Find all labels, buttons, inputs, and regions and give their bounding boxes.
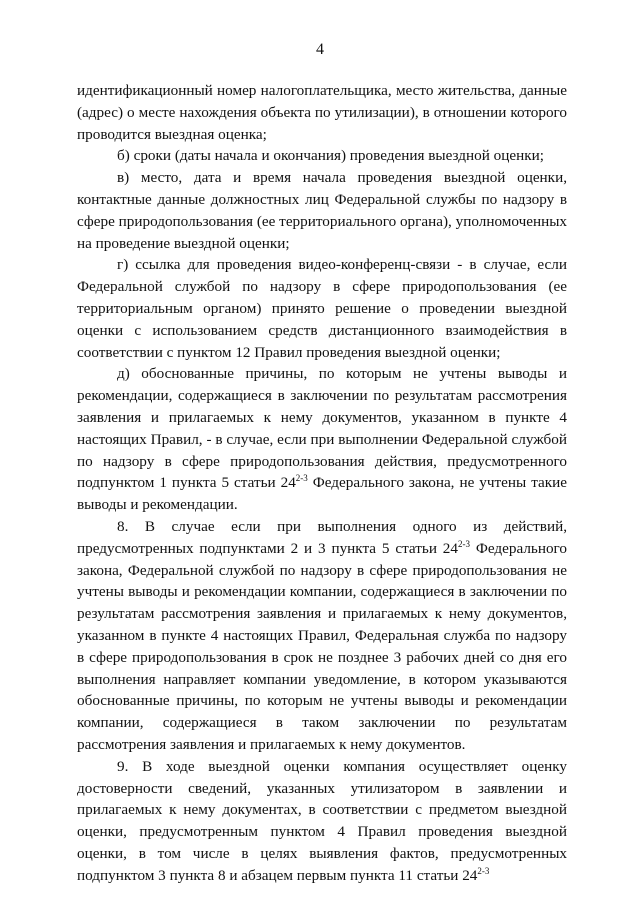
superscript: 2-3 xyxy=(477,865,490,876)
paragraph-section-9 xyxy=(77,756,567,887)
document-body xyxy=(77,80,567,886)
paragraph-text: идентификационный номер налогоплательщика, место жительства, данные (адрес) о месте нахождения объекта по утилизации), в отношении которого проводится выездная оценка; xyxy=(77,82,567,143)
paragraph-text: б) сроки (даты начала и окончания) проведения выездной оценки; xyxy=(117,147,544,165)
superscript: 2-3 xyxy=(458,538,470,549)
paragraph-text: г) ссылка для проведения видео-конференц-связи - в случае, если Федеральной службой по надзору в сфере природопользования (ее территориальным органом) принято решение о проведении выездной оценки с использованием средств дистанционного взаимодействия в соответствии с пунктом 12 Правил проведения выездной оценки; xyxy=(77,256,567,361)
paragraph-text: д) обоснованные причины, по которым не учтены выводы и рекомендации, содержащиеся в заключении по результатам рассмотрения заявления и прилагаемых к нему документов, указанном в пункте 4 настоящих Правил, - в случае, если при выполнении Федеральной службой по надзору в сфере природопользования действия, предусмотренного подпунктом 1 пункта 5 статьи 24 xyxy=(77,365,567,492)
page-number: 4 xyxy=(316,41,324,58)
paragraph-text: в) место, дата и время начала проведения выездной оценки, контактные данные должностных лиц Федеральной службы по надзору в сфере природопользования (ее территориального органа), уполномоченных на проведение выездной оценки; xyxy=(77,169,568,252)
paragraph-continuation xyxy=(77,80,567,145)
paragraph-item-g xyxy=(77,254,567,363)
paragraph-item-b xyxy=(77,145,567,167)
paragraph-item-v xyxy=(77,167,567,254)
paragraph-text: 9. В ходе выездной оценки компания осуществляет оценку достоверности сведений, указанных утилизатором в заявлении и прилагаемых к нему документах, в соответствии с предметом выездной оценки, предусмотренным пунктом 4 Правил проведения выездной оценки, в том числе в целях выявления фактов, предусмотренных подпунктом 3 пункта 8 и абзацем первым пункта 11 статьи 24 xyxy=(77,757,567,884)
paragraph-section-8 xyxy=(77,516,567,756)
paragraph-item-d xyxy=(77,363,567,516)
superscript: 2-3 xyxy=(295,473,308,484)
paragraph-text: Федерального закона, не учтены такие выводы и рекомендации. xyxy=(77,474,567,514)
paragraph-text: 8. В случае если при выполнения одного из действий, предусмотренных подпунктами 2 и 3 пункта 5 статьи 24 xyxy=(77,517,567,557)
paragraph-text: Федерального закона, Федеральной службой по надзору в сфере природопользования не учтены выводы и рекомендации компании, содержащиеся в заключении по результатам рассмотрения заявления и прилагаемых к нему документов, указанном в пункте 4 настоящих Правил, Федеральная служба по надзору в сфере природопользования в срок не позднее 3 рабочих дней со дня его выполнения направляет компании уведомление, в котором указываются обоснованные причины, по которым не учтены выводы и рекомендации компании, содержащиеся в таком заключении по результатам рассмотрения заявления и прилагаемых к нему документов. xyxy=(77,539,567,753)
